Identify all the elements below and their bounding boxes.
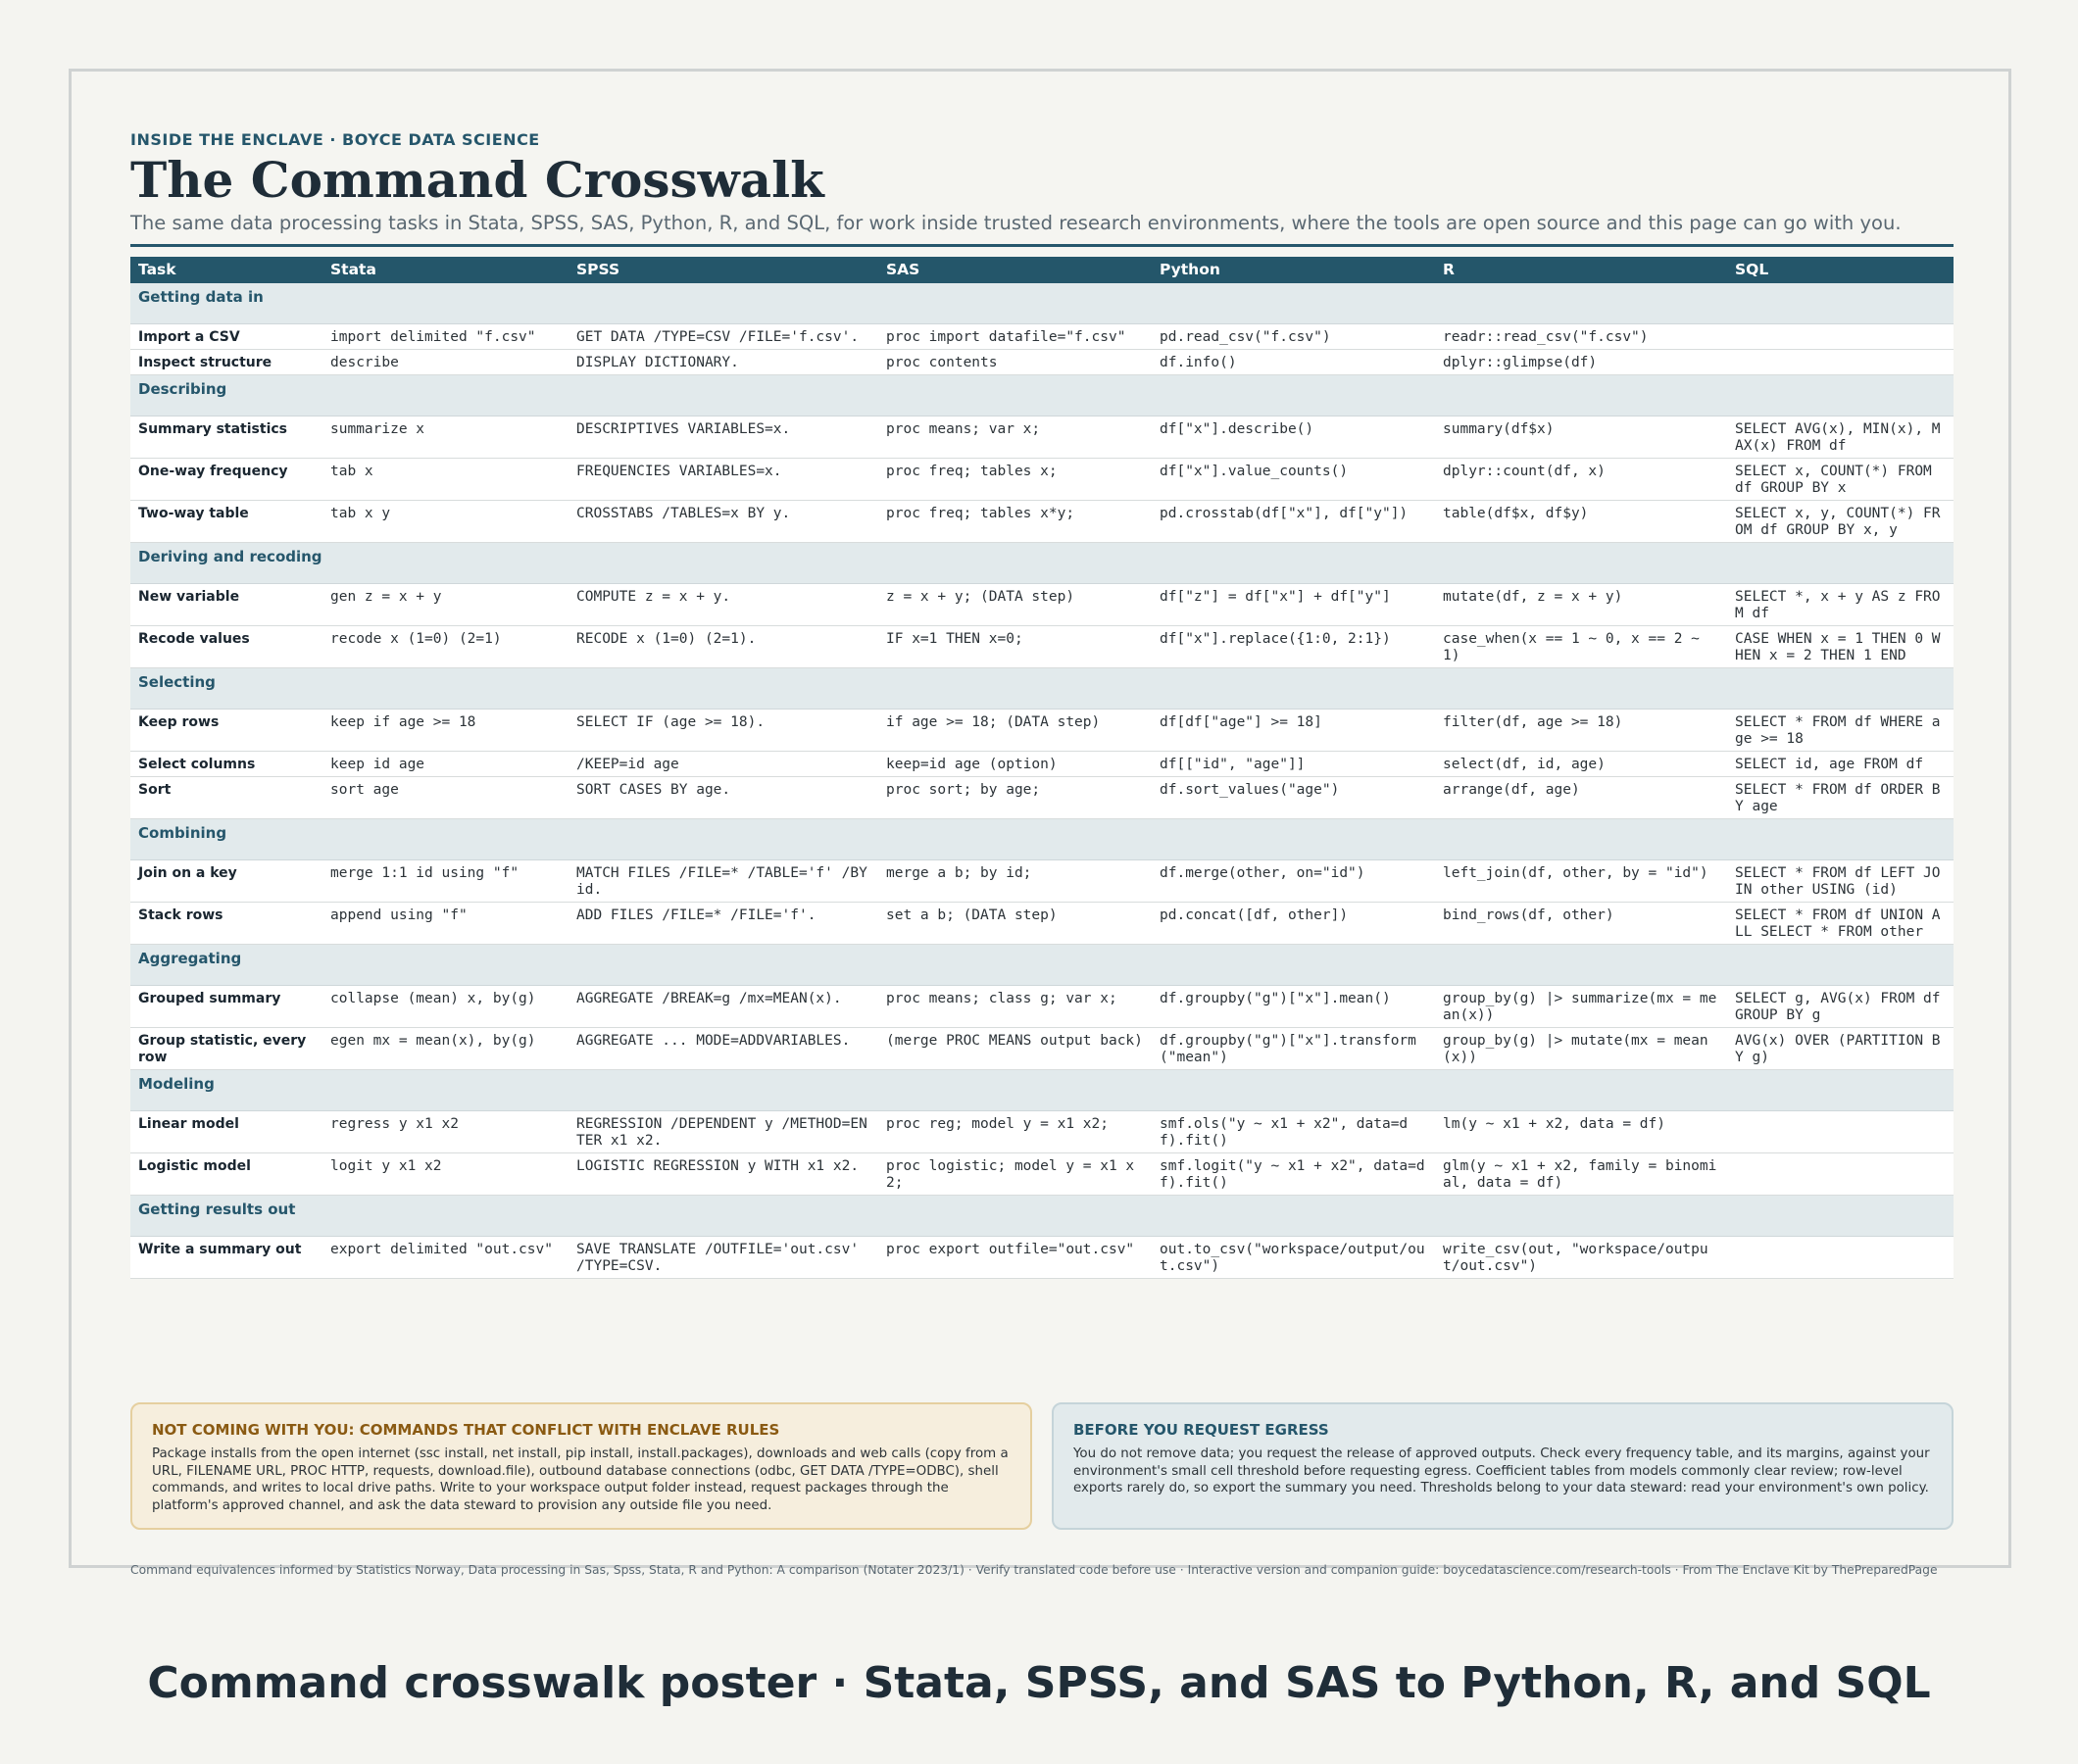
poster	[69, 69, 2011, 1577]
notes-area	[130, 1402, 1954, 1530]
command-cell-r: readr::read_csv("f.csv")	[1435, 324, 1727, 350]
command-cell-stata: gen z = x + y	[322, 584, 569, 626]
command-cell-python: pd.read_csv("f.csv")	[1152, 324, 1435, 350]
task-cell: Sort	[130, 777, 322, 819]
command-cell-python: df["x"].value_counts()	[1152, 459, 1435, 501]
command-cell-r: group_by(g) |> mutate(mx = mean(x))	[1435, 1028, 1727, 1070]
command-cell-stata: export delimited "out.csv"	[322, 1237, 569, 1279]
task-cell: Two-way table	[130, 501, 322, 543]
command-cell-r: filter(df, age >= 18)	[1435, 710, 1727, 752]
command-cell-sql: SELECT * FROM df WHERE age >= 18	[1727, 710, 1954, 752]
warning-box-title: NOT COMING WITH YOU: COMMANDS THAT CONFLICT WITH ENCLAVE RULES	[152, 1421, 780, 1439]
task-cell: Logistic model	[130, 1153, 322, 1196]
command-cell-spss: ADD FILES /FILE=* /FILE='f'.	[569, 903, 878, 945]
command-cell-sas: keep=id age (option)	[878, 752, 1152, 777]
info-box-body: You do not remove data; you request the release of approved outputs. Check every frequency table, and its margins, against your environment's small cell threshold before requesting egress. Coefficient tables from models commonly clear review; row-level exports rarely do, so export the summary you need. Thresholds belong to your data steward: read your environment's own policy.	[1073, 1446, 1930, 1495]
command-cell-stata: keep if age >= 18	[322, 710, 569, 752]
command-cell-r: case_when(x == 1 ~ 0, x == 2 ~ 1)	[1435, 626, 1727, 668]
command-cell-python: pd.concat([df, other])	[1152, 903, 1435, 945]
column-header-sas: SAS	[878, 257, 1152, 283]
command-cell-sql: SELECT x, COUNT(*) FROM df GROUP BY x	[1727, 459, 1954, 501]
command-cell-stata: summarize x	[322, 416, 569, 459]
poster-content	[130, 130, 1954, 1577]
page-title: The Command Crosswalk	[130, 151, 824, 209]
table-row	[130, 459, 1954, 501]
command-cell-python: df["x"].describe()	[1152, 416, 1435, 459]
command-cell-sql	[1727, 350, 1954, 375]
command-cell-spss: DISPLAY DICTIONARY.	[569, 350, 878, 375]
command-cell-python: out.to_csv("workspace/output/out.csv")	[1152, 1237, 1435, 1279]
command-cell-spss: REGRESSION /DEPENDENT y /METHOD=ENTER x1 x2.	[569, 1111, 878, 1153]
table-row	[130, 1111, 1954, 1153]
task-cell: Join on a key	[130, 860, 322, 903]
command-cell-sas: proc reg; model y = x1 x2;	[878, 1111, 1152, 1153]
command-cell-sas: proc freq; tables x;	[878, 459, 1152, 501]
table-row	[130, 860, 1954, 903]
command-cell-sas: proc means; var x;	[878, 416, 1152, 459]
command-cell-spss: AGGREGATE ... MODE=ADDVARIABLES.	[569, 1028, 878, 1070]
command-cell-python: smf.ols("y ~ x1 + x2", data=df).fit()	[1152, 1111, 1435, 1153]
command-cell-spss: CROSSTABS /TABLES=x BY y.	[569, 501, 878, 543]
table-row	[130, 501, 1954, 543]
table-row	[130, 350, 1954, 375]
command-cell-stata: keep id age	[322, 752, 569, 777]
section-row	[130, 945, 1954, 986]
command-cell-spss: AGGREGATE /BREAK=g /mx=MEAN(x).	[569, 986, 878, 1028]
command-cell-sql: SELECT *, x + y AS z FROM df	[1727, 584, 1954, 626]
command-cell-python: pd.crosstab(df["x"], df["y"])	[1152, 501, 1435, 543]
egress-info-box	[1052, 1402, 1954, 1530]
command-cell-sas: proc export outfile="out.csv"	[878, 1237, 1152, 1279]
command-cell-sql	[1727, 1153, 1954, 1196]
task-cell: Select columns	[130, 752, 322, 777]
section-title: Modeling	[130, 1070, 1954, 1111]
command-cell-python: df.info()	[1152, 350, 1435, 375]
section-row	[130, 283, 1954, 324]
task-cell: Summary statistics	[130, 416, 322, 459]
task-cell: Stack rows	[130, 903, 322, 945]
table-row	[130, 752, 1954, 777]
task-cell: Write a summary out	[130, 1237, 322, 1279]
table-row	[130, 903, 1954, 945]
column-header-r: R	[1435, 257, 1727, 283]
table-row	[130, 1153, 1954, 1196]
title-rule	[130, 244, 1954, 247]
conflict-warning-box	[130, 1402, 1032, 1530]
table-body	[130, 283, 1954, 1279]
command-cell-stata: logit y x1 x2	[322, 1153, 569, 1196]
command-cell-spss: MATCH FILES /FILE=* /TABLE='f' /BY id.	[569, 860, 878, 903]
section-title: Getting data in	[130, 283, 1954, 324]
command-cell-python: df["z"] = df["x"] + df["y"]	[1152, 584, 1435, 626]
command-cell-spss: SAVE TRANSLATE /OUTFILE='out.csv' /TYPE=CSV.	[569, 1237, 878, 1279]
section-row	[130, 819, 1954, 860]
poster-caption: Command crosswalk poster · Stata, SPSS, and SAS to Python, R, and SQL	[147, 1658, 1931, 1708]
command-cell-spss: SELECT IF (age >= 18).	[569, 710, 878, 752]
command-cell-stata: append using "f"	[322, 903, 569, 945]
command-cell-sas: IF x=1 THEN x=0;	[878, 626, 1152, 668]
column-header-stata: Stata	[322, 257, 569, 283]
command-cell-python: df.groupby("g")["x"].transform("mean")	[1152, 1028, 1435, 1070]
section-title: Describing	[130, 375, 1954, 416]
column-header-task: Task	[130, 257, 322, 283]
command-cell-r: mutate(df, z = x + y)	[1435, 584, 1727, 626]
command-cell-stata: describe	[322, 350, 569, 375]
section-row	[130, 543, 1954, 584]
command-cell-r: dplyr::count(df, x)	[1435, 459, 1727, 501]
command-cell-sas: merge a b; by id;	[878, 860, 1152, 903]
command-cell-sql: SELECT * FROM df ORDER BY age	[1727, 777, 1954, 819]
command-cell-r: dplyr::glimpse(df)	[1435, 350, 1727, 375]
crosswalk-table	[130, 257, 1954, 1279]
section-title: Aggregating	[130, 945, 1954, 986]
table-header-row	[130, 257, 1954, 283]
command-cell-sas: proc logistic; model y = x1 x2;	[878, 1153, 1152, 1196]
command-cell-r: bind_rows(df, other)	[1435, 903, 1727, 945]
command-cell-spss: SORT CASES BY age.	[569, 777, 878, 819]
page-subtitle: The same data processing tasks in Stata, SPSS, SAS, Python, R, and SQL, for work inside trusted research environments, where the tools are open source and this page can go with you.	[130, 212, 1902, 234]
command-cell-sas: proc sort; by age;	[878, 777, 1152, 819]
command-cell-sas: proc import datafile="f.csv"	[878, 324, 1152, 350]
table-row	[130, 324, 1954, 350]
command-cell-python: smf.logit("y ~ x1 + x2", data=df).fit()	[1152, 1153, 1435, 1196]
command-cell-stata: tab x y	[322, 501, 569, 543]
section-title: Combining	[130, 819, 1954, 860]
command-cell-spss: LOGISTIC REGRESSION y WITH x1 x2.	[569, 1153, 878, 1196]
command-cell-stata: recode x (1=0) (2=1)	[322, 626, 569, 668]
command-cell-sql	[1727, 324, 1954, 350]
command-cell-sql: SELECT * FROM df LEFT JOIN other USING (id)	[1727, 860, 1954, 903]
command-cell-r: glm(y ~ x1 + x2, family = binomial, data = df)	[1435, 1153, 1727, 1196]
task-cell: Inspect structure	[130, 350, 322, 375]
command-cell-sas: proc freq; tables x*y;	[878, 501, 1152, 543]
command-cell-sas: z = x + y; (DATA step)	[878, 584, 1152, 626]
command-cell-stata: collapse (mean) x, by(g)	[322, 986, 569, 1028]
command-cell-sql: CASE WHEN x = 1 THEN 0 WHEN x = 2 THEN 1 END	[1727, 626, 1954, 668]
section-row	[130, 668, 1954, 710]
command-cell-r: arrange(df, age)	[1435, 777, 1727, 819]
command-cell-sql: SELECT x, y, COUNT(*) FROM df GROUP BY x, y	[1727, 501, 1954, 543]
command-cell-python: df.merge(other, on="id")	[1152, 860, 1435, 903]
command-cell-r: group_by(g) |> summarize(mx = mean(x))	[1435, 986, 1727, 1028]
column-header-sql: SQL	[1727, 257, 1954, 283]
table-row	[130, 986, 1954, 1028]
command-cell-stata: merge 1:1 id using "f"	[322, 860, 569, 903]
command-cell-r: select(df, id, age)	[1435, 752, 1727, 777]
command-cell-spss: GET DATA /TYPE=CSV /FILE='f.csv'.	[569, 324, 878, 350]
column-header-spss: SPSS	[569, 257, 878, 283]
command-cell-spss: DESCRIPTIVES VARIABLES=x.	[569, 416, 878, 459]
table-row	[130, 416, 1954, 459]
table-row	[130, 710, 1954, 752]
command-cell-sql: SELECT g, AVG(x) FROM df GROUP BY g	[1727, 986, 1954, 1028]
warning-box-body: Package installs from the open internet (ssc install, net install, pip install, install.packages), downloads and web calls (copy from a URL, FILENAME URL, PROC HTTP, requests, download.file), outbound database connections (odbc, GET DATA /TYPE=ODBC), shell commands, and writes to local drive paths. Write to your workspace output folder instead, request packages through the platform's approved channel, and ask the data steward to provision any outside file you need.	[152, 1446, 1009, 1513]
command-cell-sas: proc means; class g; var x;	[878, 986, 1152, 1028]
info-box-title: BEFORE YOU REQUEST EGRESS	[1073, 1421, 1329, 1439]
section-title: Getting results out	[130, 1196, 1954, 1237]
command-cell-sas: proc contents	[878, 350, 1152, 375]
command-cell-spss: /KEEP=id age	[569, 752, 878, 777]
command-cell-stata: egen mx = mean(x), by(g)	[322, 1028, 569, 1070]
command-cell-python: df[df["age"] >= 18]	[1152, 710, 1435, 752]
command-cell-spss: RECODE x (1=0) (2=1).	[569, 626, 878, 668]
task-cell: Grouped summary	[130, 986, 322, 1028]
command-cell-python: df.sort_values("age")	[1152, 777, 1435, 819]
command-cell-spss: COMPUTE z = x + y.	[569, 584, 878, 626]
section-row	[130, 1070, 1954, 1111]
task-cell: One-way frequency	[130, 459, 322, 501]
table-row	[130, 584, 1954, 626]
command-cell-sql: SELECT * FROM df UNION ALL SELECT * FROM other	[1727, 903, 1954, 945]
command-cell-python: df["x"].replace({1:0, 2:1})	[1152, 626, 1435, 668]
command-cell-sql	[1727, 1111, 1954, 1153]
command-cell-r: lm(y ~ x1 + x2, data = df)	[1435, 1111, 1727, 1153]
command-cell-sql: SELECT AVG(x), MIN(x), MAX(x) FROM df	[1727, 416, 1954, 459]
command-cell-python: df[["id", "age"]]	[1152, 752, 1435, 777]
task-cell: Import a CSV	[130, 324, 322, 350]
task-cell: Recode values	[130, 626, 322, 668]
command-cell-stata: tab x	[322, 459, 569, 501]
section-title: Deriving and recoding	[130, 543, 1954, 584]
command-cell-sas: set a b; (DATA step)	[878, 903, 1152, 945]
kicker: INSIDE THE ENCLAVE · BOYCE DATA SCIENCE	[130, 130, 540, 149]
column-header-python: Python	[1152, 257, 1435, 283]
command-cell-spss: FREQUENCIES VARIABLES=x.	[569, 459, 878, 501]
command-cell-stata: regress y x1 x2	[322, 1111, 569, 1153]
table-row	[130, 1237, 1954, 1279]
command-cell-sql: SELECT id, age FROM df	[1727, 752, 1954, 777]
command-cell-r: summary(df$x)	[1435, 416, 1727, 459]
table-row	[130, 777, 1954, 819]
task-cell: Linear model	[130, 1111, 322, 1153]
command-cell-sql	[1727, 1237, 1954, 1279]
credits-line: Command equivalences informed by Statistics Norway, Data processing in Sas, Spss, Stata, R and Python: A comparison (Notater 2023/1) · Verify translated code before use · Interactive version and companion guide: boycedatascience.com/research-tools · From The Enclave Kit by ThePreparedPage	[130, 1563, 1938, 1577]
command-cell-sas: (merge PROC MEANS output back)	[878, 1028, 1152, 1070]
command-cell-r: write_csv(out, "workspace/output/out.csv")	[1435, 1237, 1727, 1279]
task-cell: New variable	[130, 584, 322, 626]
command-cell-stata: sort age	[322, 777, 569, 819]
command-cell-r: table(df$x, df$y)	[1435, 501, 1727, 543]
command-cell-sas: if age >= 18; (DATA step)	[878, 710, 1152, 752]
section-title: Selecting	[130, 668, 1954, 710]
section-row	[130, 375, 1954, 416]
command-cell-r: left_join(df, other, by = "id")	[1435, 860, 1727, 903]
table-row	[130, 626, 1954, 668]
task-cell: Keep rows	[130, 710, 322, 752]
command-cell-python: df.groupby("g")["x"].mean()	[1152, 986, 1435, 1028]
command-cell-sql: AVG(x) OVER (PARTITION BY g)	[1727, 1028, 1954, 1070]
table-row	[130, 1028, 1954, 1070]
section-row	[130, 1196, 1954, 1237]
task-cell: Group statistic, every row	[130, 1028, 322, 1070]
command-cell-stata: import delimited "f.csv"	[322, 324, 569, 350]
